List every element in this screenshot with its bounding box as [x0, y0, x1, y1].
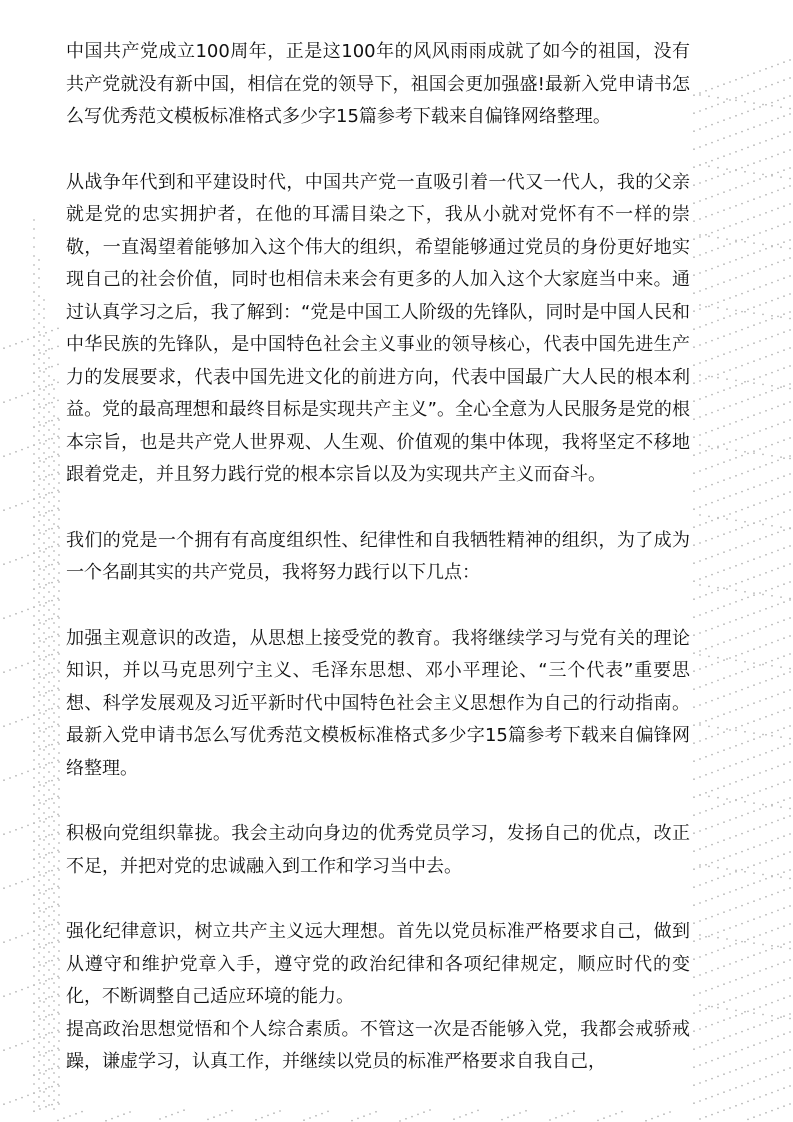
paragraph-intro: 中国共产党成立100周年，正是这100年的风风雨雨成就了如今的祖国，没有共产党就没有新中国，相信在党的领导下，祖国会更加强盛!最新入党申请书怎么写优秀范文模板标准格式多少字15篇参考下载来自偏锋网络整理。 — [66, 41, 690, 127]
document-body — [66, 36, 690, 1079]
paragraph-point-1: 加强主观意识的改造，从思想上接受党的教育。我将继续学习与党有关的理论知识，并以马克思列宁主义、毛泽东思想、邓小平理论、“三个代表”重要思想、科学发展观及习近平新时代中国特色社会主义思想作为自己的行动指南。最新入党申请书怎么写优秀范文模板标准格式多少字15篇参考下载来自偏锋网络整理。 — [66, 627, 690, 779]
paragraph-point-2: 积极向党组织靠拢。我会主动向身边的优秀党员学习，发扬自己的优点，改正不足，并把对党的忠诚融入到工作和学习当中去。 — [66, 823, 690, 877]
paragraph-history: 从战争年代到和平建设时代，中国共产党一直吸引着一代又一代人，我的父亲就是党的忠实拥护者，在他的耳濡目染之下，我从小就对党怀有不一样的崇敬，一直渴望着能够加入这个伟大的组织，希望能够通过党员的身份更好地实现自己的社会价值，同时也相信未来会有更多的人加入这个大家庭当中来。通过认真学习之后，我了解到：“党是中国工人阶级的先锋队，同时是中国人民和中华民族的先锋队，是中国特色社会主义事业的领导核心，代表中国先进生产力的发展要求，代表中国先进文化的前进方向，代表中国最广大人民的根本利益。党的最高理想和最终目标是实现共产主义”。全心全意为人民服务是党的根本宗旨，也是共产党人世界观、人生观、价值观的集中体现，我将坚定不移地跟着党走，并且努力践行党的根本宗旨以及为实现共产主义而奋斗。 — [66, 171, 690, 485]
paragraph-point-3: 强化纪律意识，树立共产主义远大理想。首先以党员标准严格要求自己，做到从遵守和维护党章入手，遵守党的政治纪律和各项纪律规定，顺应时代的变化，不断调整自己适应环境的能力。 — [66, 921, 690, 1007]
paragraph-commitment: 我们的党是一个拥有有高度组织性、纪律性和自我牺牲精神的组织，为了成为一个名副其实的共产党员，我将努力践行以下几点： — [66, 529, 690, 583]
paragraph-point-4: 提高政治思想觉悟和个人综合素质。不管这一次是否能够入党，我都会戒骄戒躁，谦虚学习，认真工作，并继续以党员的标准严格要求自我自己， — [66, 1018, 690, 1072]
